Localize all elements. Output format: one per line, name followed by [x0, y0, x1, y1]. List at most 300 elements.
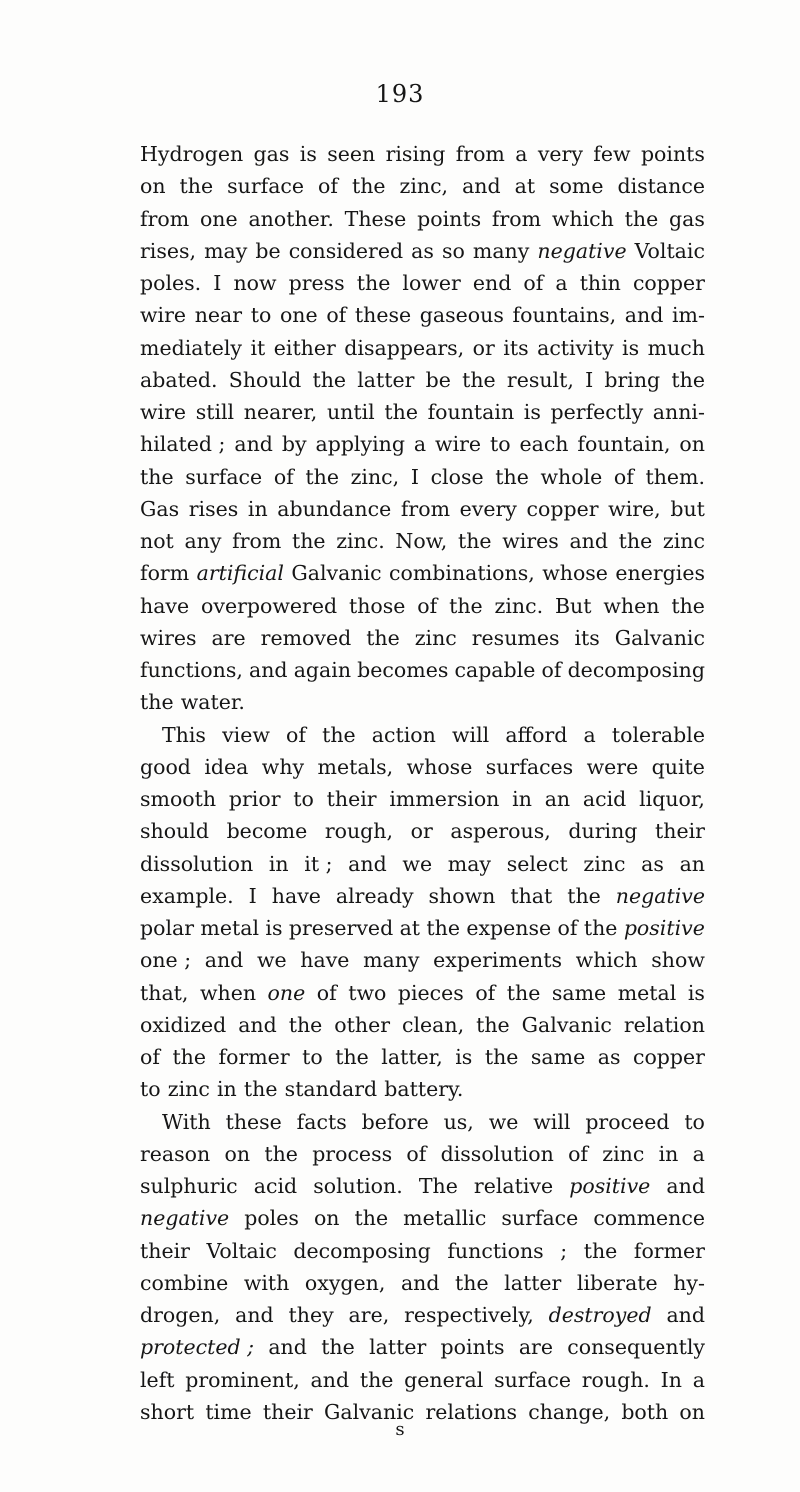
text-line [140, 815, 705, 847]
word: of [286, 722, 306, 747]
word: the [476, 1012, 510, 1037]
text-line [140, 783, 705, 815]
word: the [384, 400, 418, 424]
word: relations [425, 1399, 518, 1424]
word: liquor, [639, 787, 705, 811]
text-line [140, 525, 705, 557]
word: decomposing [567, 658, 705, 682]
word: copper [632, 1045, 705, 1069]
word: show [651, 948, 705, 973]
word: still [195, 400, 235, 424]
word: of [613, 464, 634, 489]
word: their [326, 787, 377, 811]
word: the [495, 464, 529, 489]
word: change, [528, 1399, 611, 1424]
word: latter [504, 1270, 562, 1295]
word: pieces [397, 980, 464, 1005]
word: of [318, 174, 338, 199]
word: and [666, 1303, 705, 1327]
word: already [335, 883, 414, 908]
word: bring [604, 367, 661, 392]
word: before [361, 1109, 429, 1134]
word: example. [140, 883, 234, 908]
word: of [316, 980, 337, 1005]
word: the [567, 883, 601, 908]
word: copper [526, 496, 599, 521]
word: nearer, [243, 400, 318, 424]
word: surfaces [485, 754, 574, 779]
word: negative [537, 238, 627, 263]
word: during [568, 819, 638, 844]
word: idea [204, 754, 249, 779]
text-line [140, 1009, 705, 1041]
word: surface [494, 1367, 572, 1392]
word: which [575, 948, 638, 973]
word: which [551, 206, 614, 231]
word: respectively, [404, 1303, 534, 1327]
word: gas [253, 142, 290, 166]
word: few [593, 142, 631, 166]
word: have [140, 593, 190, 618]
word: Gas [140, 496, 180, 521]
word: the [264, 1141, 298, 1166]
word: in [216, 1077, 237, 1102]
word: and [268, 1335, 307, 1360]
word: of [541, 658, 562, 682]
word: the [426, 916, 460, 940]
word: either [273, 335, 336, 360]
word: I [410, 464, 419, 489]
word: is [523, 400, 541, 424]
word: gaseous [419, 303, 504, 328]
word: the [484, 1045, 519, 1069]
word: solution. [313, 1174, 403, 1198]
text-line [140, 138, 705, 170]
word: in [247, 496, 268, 521]
word: immersion [389, 787, 500, 811]
text-line [140, 461, 705, 493]
word: become [226, 819, 308, 844]
word: is [455, 1045, 473, 1069]
word: prominent, [185, 1367, 300, 1392]
word: the [335, 1045, 369, 1069]
word: functions, [140, 658, 243, 682]
word: Voltaic [206, 1238, 277, 1263]
word: a [692, 1141, 705, 1166]
text-line [140, 654, 705, 686]
word: these [354, 303, 412, 328]
text-line [140, 364, 705, 396]
word: surface [501, 1206, 579, 1231]
word: the [140, 690, 174, 715]
word: the [462, 367, 496, 392]
word: and [569, 529, 608, 553]
word: points [417, 206, 482, 231]
word: the [449, 593, 483, 618]
word: be [255, 238, 281, 263]
word: a [515, 142, 528, 166]
word: be [425, 367, 451, 392]
word: rising [385, 142, 446, 166]
word: surface [185, 464, 263, 489]
word: rises, [140, 238, 197, 263]
word: the [583, 916, 618, 940]
word: of [475, 980, 496, 1005]
word: very [537, 142, 583, 166]
word: smooth [140, 787, 217, 811]
word: zinc. [336, 529, 385, 553]
word: the [291, 529, 326, 553]
text-line [140, 1364, 705, 1396]
word: abated. [140, 367, 218, 392]
word: artificial [196, 561, 284, 586]
text-line [140, 848, 705, 880]
word: wires [140, 625, 197, 650]
word: process [312, 1141, 393, 1166]
word: lower [402, 271, 461, 295]
word: former [218, 1045, 290, 1069]
word: time [205, 1399, 252, 1424]
word: to [250, 303, 272, 328]
word: the [312, 367, 347, 392]
word: combinations, [389, 561, 535, 586]
word: the [351, 174, 386, 199]
word: dissolution [440, 1141, 554, 1166]
word: oxidized [140, 1012, 227, 1037]
word: preserved [288, 916, 394, 940]
word: and [249, 658, 288, 682]
word: copper [632, 271, 705, 295]
word: wire, [608, 496, 661, 521]
word: one [199, 206, 238, 231]
word: to [293, 787, 314, 811]
word: metals, [317, 754, 394, 779]
word: hilated ; [140, 432, 226, 457]
word: an [679, 851, 705, 876]
word: those [348, 593, 406, 618]
word: I [213, 271, 222, 295]
word: that, [140, 980, 189, 1005]
word: at [399, 916, 421, 940]
word: points [440, 1335, 505, 1360]
word: fountains, [512, 303, 617, 328]
text-line [140, 1331, 705, 1363]
text-line [140, 235, 705, 267]
word: zinc [583, 851, 626, 876]
word: metallic [403, 1206, 487, 1231]
word: its [574, 625, 600, 650]
word: of [417, 593, 438, 618]
word: is [265, 916, 283, 940]
word: the [624, 206, 659, 231]
word: now [233, 271, 277, 295]
body-text [140, 138, 705, 1428]
word: wire [140, 303, 187, 328]
word: is [687, 980, 705, 1005]
page-number: 193 [375, 80, 425, 108]
word: protected ; [140, 1335, 255, 1360]
text-line [140, 1170, 705, 1202]
word: other [334, 1012, 391, 1037]
word: afford [505, 722, 568, 747]
word: and [310, 1367, 350, 1392]
word: latter [369, 1335, 427, 1360]
word: is [622, 335, 640, 360]
word: another. [248, 206, 334, 231]
word: form [140, 561, 190, 586]
text-line [140, 880, 705, 912]
word: action [371, 722, 436, 747]
word: overpowered [201, 593, 338, 618]
word: at [514, 174, 536, 199]
word: it [250, 335, 266, 360]
word: ; [560, 1238, 568, 1263]
text-line [140, 1041, 705, 1073]
word: us, [443, 1109, 474, 1134]
word: fountain, [577, 432, 671, 457]
word: of [523, 271, 544, 295]
word: not [140, 529, 174, 553]
word: rough. [581, 1367, 650, 1392]
word: the [506, 980, 541, 1005]
word: both [621, 1399, 669, 1424]
word: expense [466, 916, 552, 940]
word: negative [140, 1206, 230, 1231]
word: This [162, 722, 206, 747]
word: near [194, 303, 243, 328]
word: distance [617, 174, 705, 199]
word: a [413, 432, 427, 457]
word: have [300, 948, 350, 973]
word: we [402, 851, 433, 876]
word: Now, [395, 529, 448, 553]
word: and [462, 174, 501, 199]
word: zinc [602, 1141, 645, 1166]
word: abundance [277, 496, 392, 521]
word: one [279, 303, 318, 328]
word: capable [454, 658, 536, 682]
text-line [140, 944, 705, 976]
word: With [162, 1109, 211, 1134]
word: end [472, 271, 512, 295]
word: im- [671, 303, 705, 328]
word: the [140, 464, 174, 489]
word: Should [228, 367, 302, 392]
word: are, [348, 1303, 390, 1327]
word: the [359, 1367, 394, 1392]
word: the [288, 1012, 323, 1037]
word: whose [406, 754, 473, 779]
word: positive [569, 1174, 651, 1198]
word: may [204, 238, 248, 263]
text-line [140, 686, 705, 718]
word: much [647, 335, 705, 360]
word: and [238, 1012, 277, 1037]
word: same [530, 1045, 586, 1069]
word: But [554, 593, 592, 618]
word: clean, [402, 1012, 465, 1037]
word: Galvanic [614, 625, 705, 650]
word: of [326, 303, 347, 328]
word: and [204, 948, 244, 973]
word: of [406, 1141, 427, 1166]
word: will [451, 722, 490, 747]
word: when [603, 593, 660, 618]
word: latter, [381, 1045, 443, 1069]
word: commence [593, 1206, 705, 1231]
text-line [140, 1073, 705, 1105]
word: anni- [652, 400, 705, 424]
text-line [140, 170, 705, 202]
word: on [313, 1206, 340, 1231]
word: the [179, 174, 214, 199]
word: zinc, [350, 464, 400, 489]
word: that [510, 883, 553, 908]
word: the [583, 1238, 618, 1263]
word: former [633, 1238, 705, 1263]
text-line [140, 1106, 705, 1138]
word: the [354, 1206, 389, 1231]
word: activity [537, 335, 614, 360]
word: close [430, 464, 484, 489]
word: acid [582, 787, 627, 811]
word: in [658, 1141, 679, 1166]
word: good [140, 754, 191, 779]
word: whole [540, 464, 603, 489]
word: battery. [384, 1077, 464, 1102]
word: facts [296, 1109, 347, 1134]
word: negative [615, 883, 705, 908]
text-line [140, 751, 705, 783]
word: wire [140, 400, 187, 424]
word: drogen, [140, 1303, 221, 1327]
word: each [519, 432, 569, 457]
word: disappears, [344, 335, 465, 360]
word: of [273, 464, 294, 489]
word: zinc, [399, 174, 449, 199]
word: zinc. [494, 593, 544, 618]
word: as [641, 851, 664, 876]
word: the [321, 1335, 355, 1360]
word: them. [645, 464, 705, 489]
word: a [555, 271, 568, 295]
word: one ; [140, 948, 192, 973]
word: the [671, 593, 705, 618]
text-line [140, 1235, 705, 1267]
text-line [140, 332, 705, 364]
word: latter [357, 367, 415, 392]
word: press [288, 271, 345, 295]
text-line [140, 557, 705, 589]
word: were [586, 754, 639, 779]
word: any [184, 529, 222, 553]
word: zinc [414, 625, 457, 650]
word: but [670, 496, 705, 521]
text-line [140, 912, 705, 944]
word: as [597, 1045, 621, 1069]
word: from [400, 496, 451, 521]
word: acid [253, 1174, 298, 1198]
word: reason [140, 1141, 211, 1166]
word: may [447, 851, 492, 876]
word: liberate [576, 1270, 658, 1295]
word: the [671, 367, 705, 392]
word: gas [669, 206, 705, 231]
word: left [140, 1367, 175, 1392]
word: becomes [357, 658, 449, 682]
word: two [348, 980, 387, 1005]
text-line [140, 1299, 705, 1331]
word: they [288, 1303, 334, 1327]
word: prior [228, 787, 281, 811]
word: same [551, 980, 607, 1005]
word: the [322, 722, 356, 747]
word: poles [244, 1206, 299, 1231]
word: combine [140, 1270, 229, 1295]
text-line [140, 1202, 705, 1234]
word: the [243, 1077, 278, 1102]
word: with [243, 1270, 290, 1295]
word: on [679, 1399, 705, 1424]
word: considered [288, 238, 404, 263]
text-line [140, 396, 705, 428]
word: an [544, 787, 571, 811]
word: poles. [140, 271, 202, 295]
word: these [225, 1109, 282, 1134]
word: experiments [433, 948, 562, 973]
text-line [140, 622, 705, 654]
word: their [262, 1399, 313, 1424]
text-line [140, 719, 705, 751]
word: removed [260, 625, 352, 650]
word: the [305, 464, 339, 489]
word: by [281, 432, 307, 457]
word: until [326, 400, 375, 424]
word: one [267, 980, 306, 1005]
word: whose [542, 561, 608, 586]
word: some [549, 174, 604, 199]
word: relation [623, 1012, 705, 1037]
word: functions [447, 1238, 544, 1263]
word: hy- [673, 1270, 705, 1295]
word: to [489, 432, 511, 457]
word: Galvanic [324, 1399, 415, 1424]
word: from [232, 529, 282, 553]
word: to [684, 1109, 705, 1134]
text-line [140, 493, 705, 525]
word: standard [284, 1077, 378, 1102]
text-line [140, 1138, 705, 1170]
text-line [140, 590, 705, 622]
signature-mark: s [395, 1419, 405, 1440]
word: result, [506, 367, 574, 392]
word: their [655, 819, 705, 844]
word: The [418, 1174, 458, 1198]
word: short [140, 1399, 195, 1424]
word: have [271, 883, 321, 908]
word: Galvanic [521, 1012, 612, 1037]
word: many [472, 238, 530, 263]
word: rough, [324, 819, 394, 844]
word: as [411, 238, 434, 263]
word: of [568, 1141, 588, 1166]
word: wire [435, 432, 482, 457]
word: decomposing [293, 1238, 431, 1263]
word: metal [617, 980, 677, 1005]
word: fountain [427, 400, 515, 424]
word: and [234, 432, 273, 457]
word: or [472, 335, 495, 360]
